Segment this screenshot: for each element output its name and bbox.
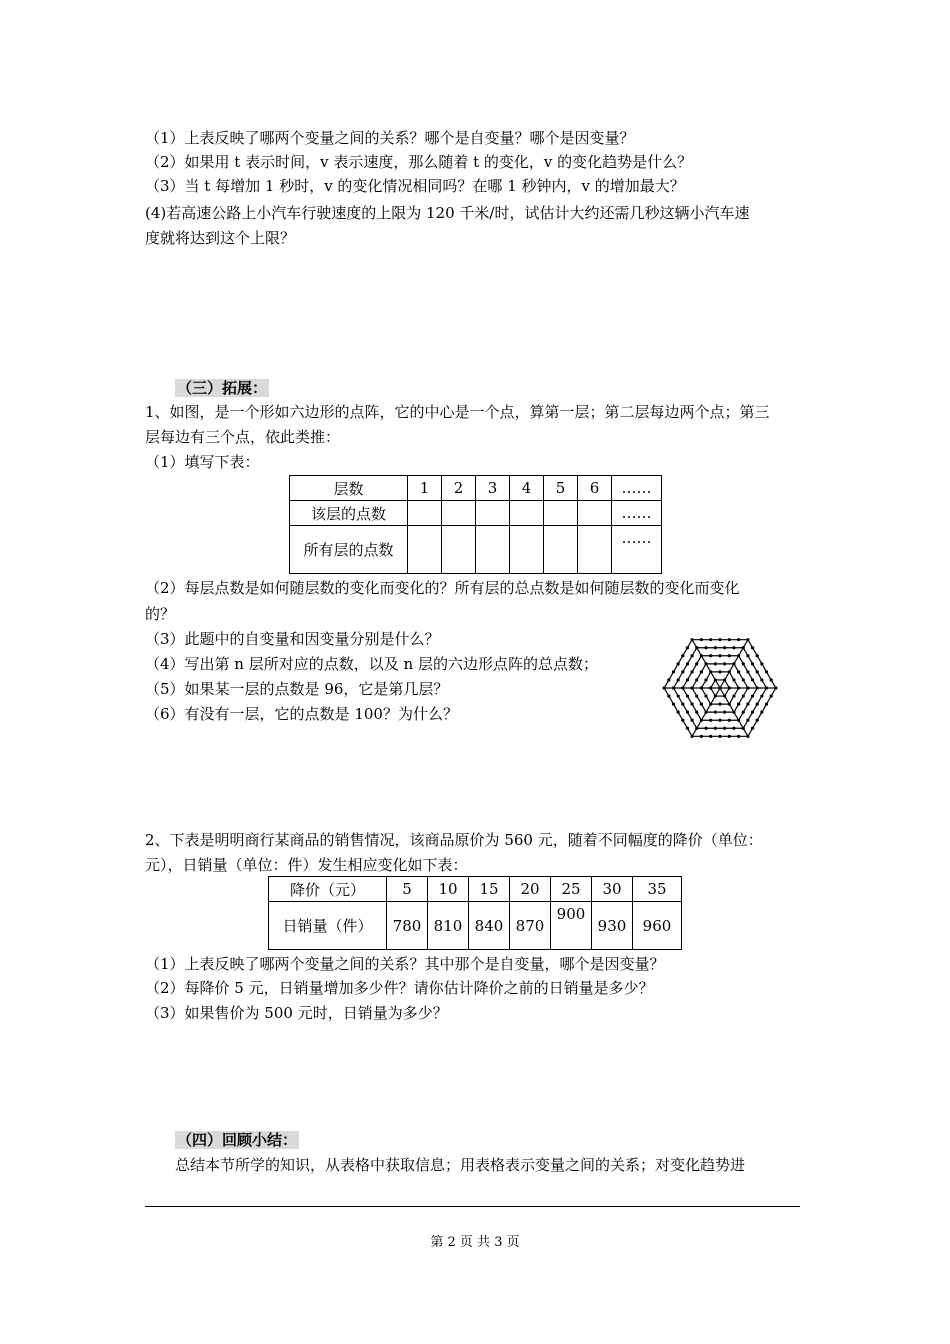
lattice-dot xyxy=(695,711,698,714)
layer-table-cell xyxy=(544,526,578,574)
lattice-dot xyxy=(691,654,694,657)
lattice-dot xyxy=(686,711,689,714)
lattice-dot xyxy=(704,678,707,681)
layer-table-cell: 4 xyxy=(510,476,544,501)
sales-table-cell: 30 xyxy=(592,877,633,902)
lattice-dot xyxy=(695,694,698,697)
lattice-dot xyxy=(718,703,721,706)
lattice-dot xyxy=(700,670,703,673)
lattice-dot xyxy=(732,646,735,649)
lattice-dot xyxy=(686,646,689,649)
lattice-dot xyxy=(737,654,740,657)
lattice-dot xyxy=(681,670,684,673)
lattice-dot xyxy=(737,686,740,689)
layer-table-row xyxy=(290,526,662,574)
problem-1-q5: （5）如果某一层的点数是 96，它是第几层？ xyxy=(145,680,449,698)
lattice-dot xyxy=(695,646,698,649)
lattice-dot xyxy=(751,662,754,665)
lattice-dot xyxy=(672,686,675,689)
lattice-dot xyxy=(770,678,773,681)
layer-table xyxy=(289,475,662,574)
lattice-dot xyxy=(700,719,703,722)
sales-table-cell: 900 xyxy=(551,902,592,950)
problem-1-q2-cont: 的？ xyxy=(145,605,176,623)
lattice-dot xyxy=(746,719,749,722)
lattice-dot xyxy=(746,638,749,641)
lattice-dot xyxy=(756,719,759,722)
problem-2-q2: （2）每降价 5 元，日销量增加多少件？请你估计降价之前的日销量是多少？ xyxy=(145,979,654,997)
problem-1-q6: （6）有没有一层，它的点数是 100？为什么？ xyxy=(145,705,458,723)
lattice-dot xyxy=(663,686,666,689)
lattice-dot xyxy=(760,694,763,697)
layer-table-cell xyxy=(408,501,442,526)
question-4: (4)若高速公路上小汽车行驶速度的上限为 120 千米/时，试估计大约还需几秒这辆小汽车速 xyxy=(145,204,750,222)
lattice-dot xyxy=(765,686,768,689)
lattice-dot xyxy=(667,694,670,697)
lattice-dot xyxy=(742,694,745,697)
lattice-dot xyxy=(681,703,684,706)
lattice-dot xyxy=(751,711,754,714)
lattice-dot xyxy=(732,727,735,730)
lattice-dot xyxy=(732,662,735,665)
lattice-dot xyxy=(718,654,721,657)
problem-1-q4: （4）写出第 n 层所对应的点数，以及 n 层的六边形点阵的总点数； xyxy=(145,655,598,673)
footer-divider xyxy=(145,1206,800,1207)
lattice-dot xyxy=(686,678,689,681)
layer-table-cell: …… xyxy=(612,526,662,574)
question-1: （1）上表反映了哪两个变量之间的关系？哪个是自变量？哪个是因变量？ xyxy=(145,129,635,147)
layer-table-cell xyxy=(442,501,476,526)
lattice-dot xyxy=(672,703,675,706)
lattice-dot xyxy=(714,646,717,649)
layer-table-cell: …… xyxy=(612,476,662,501)
layer-table-cell xyxy=(578,501,612,526)
layer-table-cell xyxy=(544,501,578,526)
layer-table-cell xyxy=(510,501,544,526)
lattice-dot xyxy=(723,711,726,714)
sales-table-cell: 960 xyxy=(633,902,682,950)
lattice-dot xyxy=(723,694,726,697)
lattice-dot xyxy=(728,654,731,657)
lattice-dot xyxy=(691,735,694,738)
problem-1-intro: 1、如图，是一个形如六边形的点阵，它的中心是一个点，算第一层；第二层每边两个点；第三 xyxy=(145,403,770,421)
question-3: （3）当 t 每增加 1 秒时，v 的变化情况相同吗？在哪 1 秒钟内，v 的增加最大？ xyxy=(145,177,685,195)
lattice-dot xyxy=(728,686,731,689)
layer-table-cell: 2 xyxy=(442,476,476,501)
lattice-dot xyxy=(677,711,680,714)
summary-heading: （四）回顾小结： xyxy=(177,1131,298,1149)
lattice-dot xyxy=(765,703,768,706)
lattice-dot xyxy=(709,719,712,722)
lattice-dot xyxy=(723,646,726,649)
problem-1-intro-cont: 层每边有三个点，依此类推： xyxy=(145,428,341,446)
lattice-dot xyxy=(751,678,754,681)
sales-table-cell: 840 xyxy=(469,902,510,950)
layer-table-cell: 6 xyxy=(578,476,612,501)
lattice-dot xyxy=(737,670,740,673)
lattice-dot xyxy=(704,662,707,665)
hexagon-dot-lattice-figure xyxy=(655,632,785,744)
lattice-dot xyxy=(760,678,763,681)
question-4-cont: 度就将达到这个上限？ xyxy=(145,229,296,247)
lattice-dot xyxy=(732,711,735,714)
lattice-dot xyxy=(718,735,721,738)
sales-table-cell: 930 xyxy=(592,902,633,950)
sales-table-cell: 5 xyxy=(387,877,428,902)
layer-table-cell: 1 xyxy=(408,476,442,501)
lattice-dot xyxy=(677,662,680,665)
sales-table-cell: 25 xyxy=(551,877,592,902)
lattice-dot xyxy=(691,719,694,722)
problem-2-intro: 2、下表是明明商行某商品的销售情况，该商品原价为 560 元，随着不同幅度的降价（单位： xyxy=(145,831,763,849)
lattice-dot xyxy=(774,686,777,689)
lattice-dot xyxy=(751,646,754,649)
layer-table-cell xyxy=(476,526,510,574)
sales-table-cell: 35 xyxy=(633,877,682,902)
lattice-dot xyxy=(742,662,745,665)
lattice-dot xyxy=(728,703,731,706)
layer-table-cell xyxy=(578,526,612,574)
lattice-dot xyxy=(681,719,684,722)
lattice-dot xyxy=(709,735,712,738)
sales-table-cell: 20 xyxy=(510,877,551,902)
lattice-dot xyxy=(760,662,763,665)
lattice-dot xyxy=(695,678,698,681)
extension-heading: （三）拓展： xyxy=(177,379,268,397)
lattice-dot xyxy=(751,727,754,730)
layer-table-cell xyxy=(510,526,544,574)
lattice-dot xyxy=(746,735,749,738)
lattice-dot xyxy=(742,711,745,714)
problem-2-intro-cont: 元），日销量（单位：件）发生相应变化如下表： xyxy=(145,856,468,874)
lattice-dot xyxy=(704,727,707,730)
lattice-dot xyxy=(732,678,735,681)
sales-table-cell: 810 xyxy=(428,902,469,950)
lattice-dot xyxy=(728,735,731,738)
lattice-dot xyxy=(686,727,689,730)
lattice-dot xyxy=(709,654,712,657)
sales-table-cell: 日销量（件） xyxy=(269,902,387,950)
lattice-dot xyxy=(700,654,703,657)
lattice-dot xyxy=(746,670,749,673)
lattice-dot xyxy=(686,694,689,697)
lattice-dot xyxy=(756,686,759,689)
lattice-dot xyxy=(704,646,707,649)
lattice-dot xyxy=(728,670,731,673)
lattice-dot xyxy=(686,662,689,665)
sales-table-header xyxy=(269,877,682,902)
lattice-dot xyxy=(691,703,694,706)
lattice-dot xyxy=(742,727,745,730)
lattice-dot xyxy=(700,735,703,738)
layer-table-cell: 该层的点数 xyxy=(290,501,408,526)
lattice-dot xyxy=(672,670,675,673)
lattice-dot xyxy=(709,670,712,673)
lattice-dot xyxy=(714,694,717,697)
lattice-dot xyxy=(723,662,726,665)
sales-table xyxy=(268,876,682,950)
problem-1-q2: （2）每层点数是如何随层数的变化而变化的？所有层的总点数是如何随层数的变化而变化 xyxy=(145,579,740,597)
summary-text: 总结本节所学的知识，从表格中获取信息；用表格表示变量之间的关系；对变化趋势进 xyxy=(175,1156,746,1174)
lattice-dot xyxy=(746,686,749,689)
lattice-dot xyxy=(714,678,717,681)
layer-table-cell xyxy=(476,501,510,526)
sales-table-cell: 870 xyxy=(510,902,551,950)
lattice-dot xyxy=(723,727,726,730)
sales-table-cell: 15 xyxy=(469,877,510,902)
layer-table-cell: 层数 xyxy=(290,476,408,501)
lattice-dot xyxy=(695,727,698,730)
lattice-dot xyxy=(709,638,712,641)
problem-2-q1: （1）上表反映了哪两个变量之间的关系？其中那个是自变量，哪个是因变量？ xyxy=(145,955,665,973)
lattice-dot xyxy=(742,678,745,681)
layer-table-cell: 5 xyxy=(544,476,578,501)
lattice-dot xyxy=(714,662,717,665)
lattice-dot xyxy=(751,694,754,697)
lattice-dot xyxy=(677,678,680,681)
lattice-dot xyxy=(723,678,726,681)
lattice-dot xyxy=(700,638,703,641)
problem-2-q3: （3）如果售价为 500 元时，日销量为多少？ xyxy=(145,1004,448,1022)
lattice-dot xyxy=(756,670,759,673)
layer-table-header xyxy=(290,476,662,501)
lattice-dot xyxy=(714,711,717,714)
lattice-dot xyxy=(728,719,731,722)
problem-1-q3: （3）此题中的自变量和因变量分别是什么？ xyxy=(145,630,440,648)
lattice-dot xyxy=(746,654,749,657)
lattice-dot xyxy=(718,670,721,673)
lattice-dot xyxy=(704,711,707,714)
lattice-dot xyxy=(677,694,680,697)
lattice-dot xyxy=(695,662,698,665)
sales-table-row xyxy=(269,902,682,950)
page-number: 第 2 页 共 3 页 xyxy=(430,1235,520,1250)
problem-1-fill: （1）填写下表： xyxy=(145,453,260,471)
lattice-dot xyxy=(728,638,731,641)
lattice-dot xyxy=(718,719,721,722)
lattice-dot xyxy=(681,654,684,657)
layer-table-row xyxy=(290,501,662,526)
lattice-dot xyxy=(746,703,749,706)
sales-table-cell: 10 xyxy=(428,877,469,902)
lattice-dot xyxy=(718,638,721,641)
lattice-dot xyxy=(742,646,745,649)
sales-table-cell: 降价（元） xyxy=(269,877,387,902)
lattice-dot xyxy=(732,694,735,697)
layer-table-cell xyxy=(442,526,476,574)
lattice-dot xyxy=(667,678,670,681)
lattice-dot xyxy=(709,703,712,706)
lattice-dot xyxy=(700,703,703,706)
lattice-dot xyxy=(691,670,694,673)
lattice-dot xyxy=(681,686,684,689)
lattice-dot xyxy=(760,711,763,714)
lattice-dot xyxy=(756,703,759,706)
lattice-dot xyxy=(770,694,773,697)
layer-table-cell: 3 xyxy=(476,476,510,501)
lattice-dot xyxy=(691,638,694,641)
layer-table-cell: …… xyxy=(612,501,662,526)
lattice-dot xyxy=(691,686,694,689)
lattice-dot xyxy=(709,686,712,689)
layer-table-cell xyxy=(408,526,442,574)
lattice-dot xyxy=(714,727,717,730)
lattice-dot xyxy=(718,686,721,689)
lattice-dot xyxy=(737,638,740,641)
lattice-dot xyxy=(737,703,740,706)
lattice-dot xyxy=(737,735,740,738)
lattice-dot xyxy=(704,694,707,697)
lattice-dot xyxy=(765,670,768,673)
question-2: （2）如果用 t 表示时间，v 表示速度，那么随着 t 的变化，v 的变化趋势是什么？ xyxy=(145,153,693,171)
layer-table-cell: 所有层的点数 xyxy=(290,526,408,574)
lattice-dot xyxy=(700,686,703,689)
lattice-dot xyxy=(737,719,740,722)
lattice-dot xyxy=(756,654,759,657)
sales-table-cell: 780 xyxy=(387,902,428,950)
